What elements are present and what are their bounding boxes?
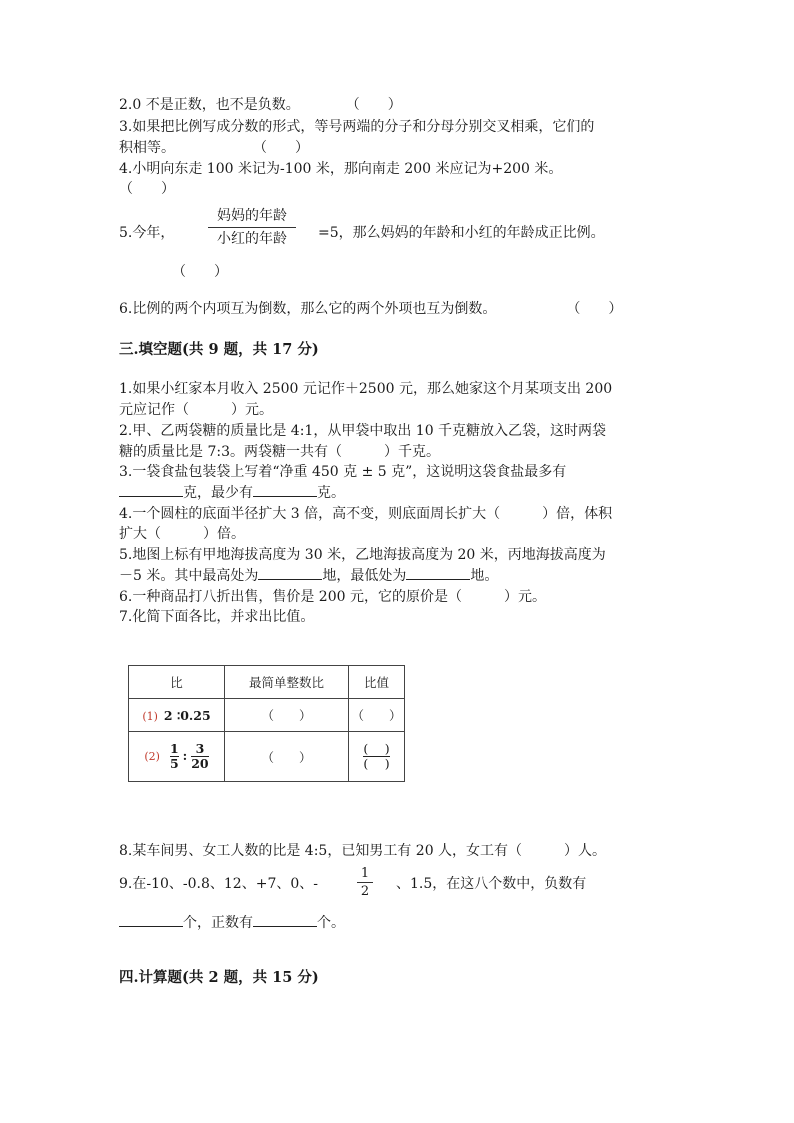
fill-q1-line1: 1.如果小红家本月收入 2500 元记作＋2500 元，那么她家这个月某项支出 200 — [119, 381, 613, 397]
judge-q4: 4.小明向东走 100 米记为-100 米，那向南走 200 米应记为+200 米。 — [119, 161, 563, 177]
ratio-table — [128, 665, 405, 782]
answer-paren[interactable]: （ ） — [253, 140, 309, 156]
answer-blank[interactable] — [253, 484, 317, 497]
fill-q6: 6.一种商品打八折出售，售价是 200 元，它的原价是（ ）元。 — [119, 589, 546, 605]
q5-fraction — [208, 207, 296, 248]
answer-paren[interactable]: （ ） — [172, 264, 228, 280]
section-title-fill-in: 三.填空题(共 9 题，共 17 分) — [119, 341, 319, 358]
answer-blank[interactable] — [119, 484, 183, 497]
table-row2-simplest[interactable]: （ ） — [225, 732, 349, 782]
fill-q8: 8.某车间男、女工人数的比是 4:5，已知男工有 20 人，女工有（ ）人。 — [119, 843, 607, 859]
row2-fraction-a: $\frac{1}{5}$ — [169, 741, 179, 771]
q5-fraction-numerator: 妈妈的年龄 — [217, 208, 287, 224]
row2-value-fraction: $\frac{( )}{( )}$ — [363, 741, 390, 771]
answer-blank[interactable] — [406, 567, 470, 580]
section-title-calculation: 四.计算题(共 2 题，共 15 分) — [119, 969, 319, 986]
row2-fraction-b: $\frac{3}{20}$ — [191, 741, 209, 771]
answer-paren[interactable]: （ ） — [566, 301, 623, 317]
table-row2-value[interactable] — [349, 732, 405, 782]
table-header-ratio: 比 — [129, 666, 225, 699]
fill-q9-suffix: 、1.5，在这八个数中，负数有 — [396, 876, 587, 892]
answer-blank[interactable] — [119, 914, 183, 927]
fill-q5-line2: －5 米。其中最高处为 地，最低处为 地。 — [119, 568, 499, 584]
fill-q3-line2: 克，最少有 克。 — [119, 484, 345, 502]
answer-paren[interactable]: （ ） — [119, 181, 175, 197]
judge-q5-suffix: =5，那么妈妈的年龄和小红的年龄成正比例。 — [318, 225, 605, 241]
fill-q2-line2: 糖的质量比是 7:3。两袋糖一共有（ ）千克。 — [119, 444, 440, 460]
fill-q7: 7.化简下面各比，并求出比值。 — [119, 609, 315, 625]
q5-fraction-denominator: 小红的年龄 — [217, 231, 287, 247]
answer-paren[interactable]: （ ） — [345, 97, 402, 113]
table-row1-value[interactable]: （ ） — [349, 699, 405, 732]
table-row1-ratio: (1) 2 ∶0.25 — [129, 699, 225, 732]
table-header-value: 比值 — [349, 666, 405, 699]
fill-q3-line1: 3.一袋食盐包装袋上写着“净重 450 克 ± 5 克”，这说明这袋食盐最多有 — [119, 464, 567, 480]
fill-q4-line2: 扩大（ ）倍。 — [119, 526, 245, 542]
fill-q9-prefix: 9.在-10、-0.8、12、+7、0、- — [119, 876, 318, 892]
q9-fraction: 1 2 — [357, 866, 373, 899]
judge-q3-line1: 3.如果把比例写成分数的形式，等号两端的分子和分母分别交叉相乘，它们的 — [119, 119, 595, 135]
fill-q2-line1: 2.甲、乙两袋糖的质量比是 4:1，从甲袋中取出 10 千克糖放入乙袋，这时两袋 — [119, 423, 607, 439]
table-row2-ratio: (2) $\frac{1}{5}$ : $\frac{3}{20}$ — [129, 732, 225, 782]
judge-q2: 2.0 不是正数，也不是负数。 （ ） — [119, 97, 402, 113]
table-header-simplest: 最简单整数比 — [225, 666, 349, 699]
judge-q5-prefix: 5.今年， — [119, 225, 175, 241]
answer-blank[interactable] — [258, 567, 322, 580]
judge-q3-line2: 积相等。 （ ） — [119, 140, 309, 156]
judge-q6: 6.比例的两个内项互为倒数，那么它的两个外项也互为倒数。 （ ） — [119, 301, 623, 317]
table-row1-simplest[interactable]: （ ） — [225, 699, 349, 732]
fill-q1-line2: 元应记作（ ）元。 — [119, 402, 273, 418]
answer-blank[interactable] — [253, 914, 317, 927]
fill-q5-line1: 5.地图上标有甲地海拔高度为 30 米，乙地海拔高度为 20 米，丙地海拔高度为 — [119, 547, 606, 563]
fraction-bar — [208, 227, 296, 228]
fill-q9-line2: 个，正数有 个。 — [119, 914, 345, 932]
fill-q4-line1: 4.一个圆柱的底面半径扩大 3 倍，高不变，则底面周长扩大（ ）倍，体积 — [119, 506, 613, 522]
fraction-bar — [357, 882, 373, 883]
